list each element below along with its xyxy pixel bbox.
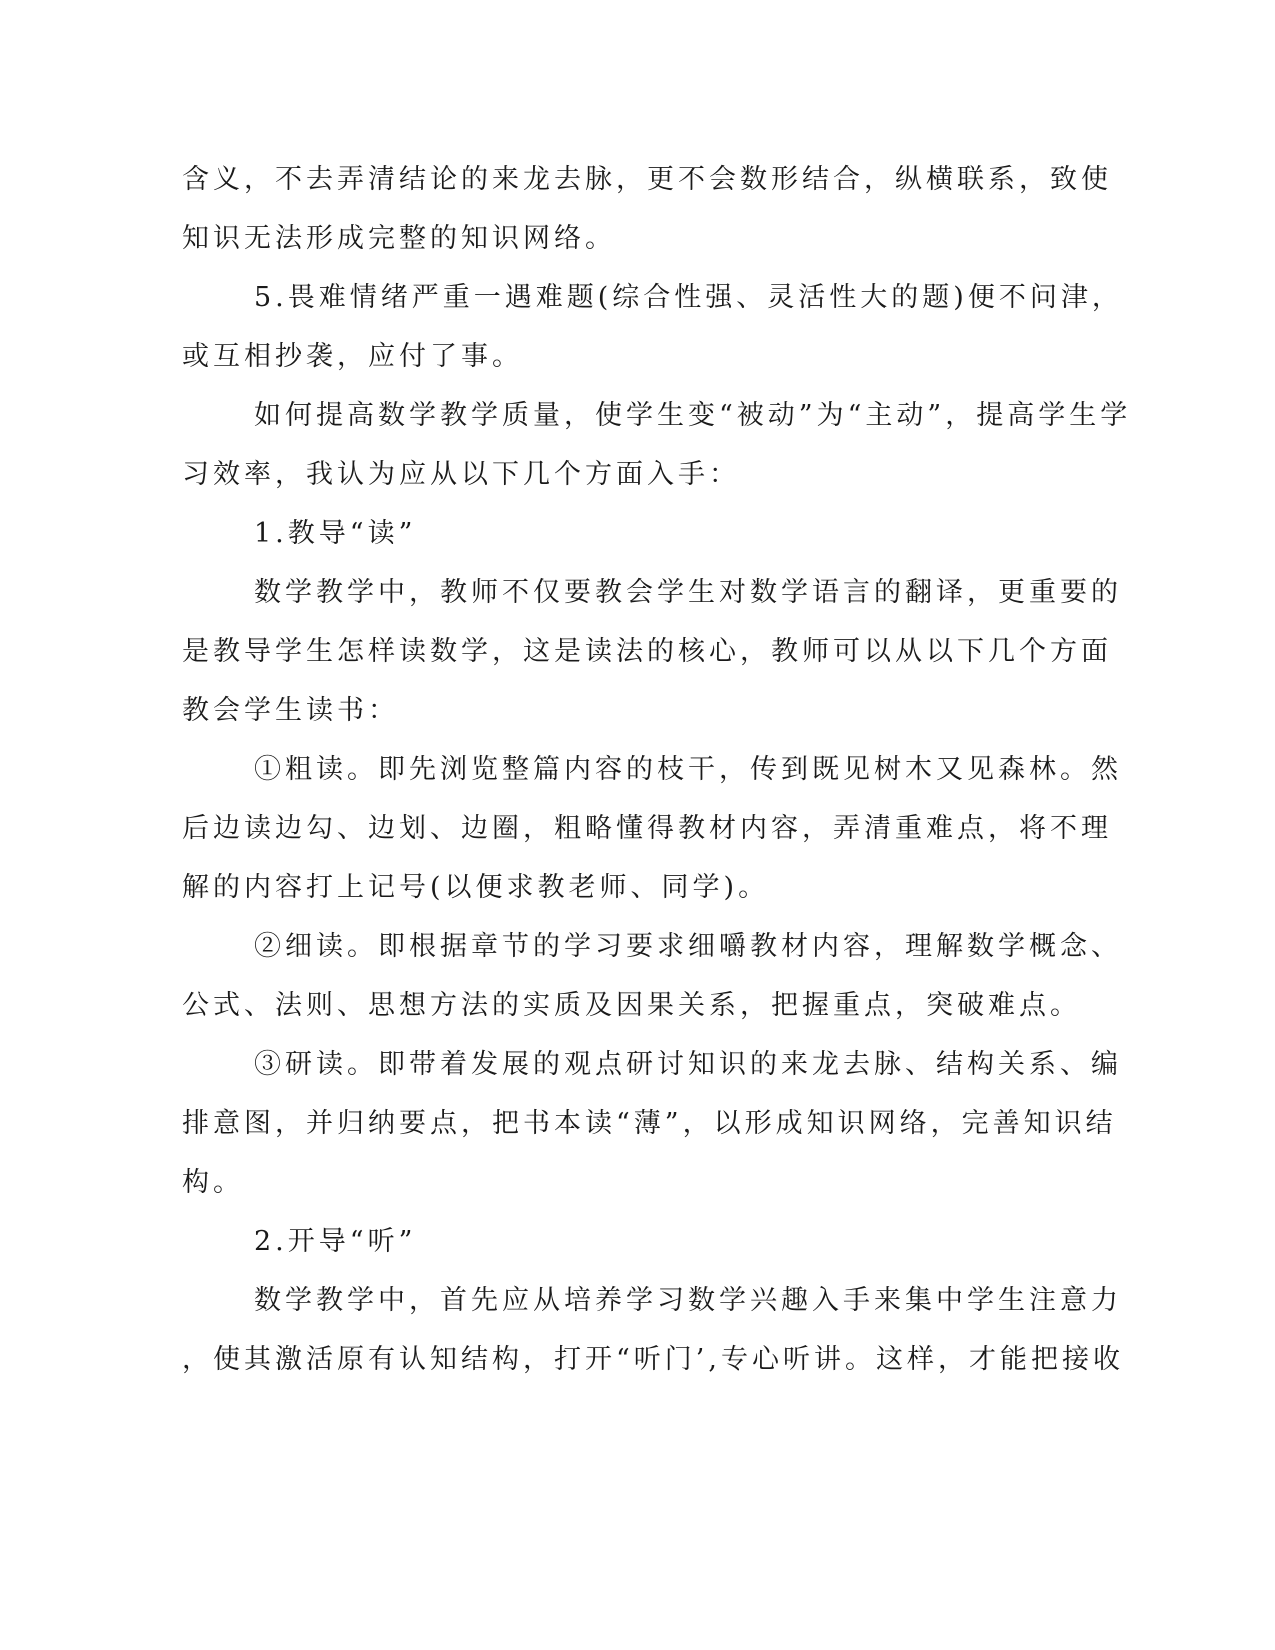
list-item: ②细读。即根据章节的学习要求细嚼教材内容，理解数学概念、 <box>254 931 1122 962</box>
section-heading: 2.开导“听” <box>254 1226 417 1257</box>
text-line: 习效率，我认为应从以下几个方面入手： <box>182 459 740 490</box>
text-line: 排意图，并归纳要点，把书本读“薄”，以形成知识网络，完善知识结 <box>182 1108 1117 1139</box>
text-line: 知识无法形成完整的知识网络。 <box>182 223 616 254</box>
list-item: ①粗读。即先浏览整篇内容的枝干，传到既见树木又见森林。然 <box>254 754 1122 785</box>
text-line: 解的内容打上记号(以便求教老师、同学)。 <box>182 872 770 903</box>
text-line: 数学教学中，教师不仅要教会学生对数学语言的翻译，更重要的 <box>254 577 1122 608</box>
text-line: 5.畏难情绪严重一遇难题(综合性强、灵活性大的题)便不问津， <box>254 282 1123 313</box>
list-item: ③研读。即带着发展的观点研讨知识的来龙去脉、结构关系、编 <box>254 1049 1122 1080</box>
text-line: 教会学生读书： <box>182 695 399 726</box>
text-line: 后边读边勾、边划、边圈，粗略懂得教材内容，弄清重难点，将不理 <box>182 813 1112 844</box>
text-line: 含义，不去弄清结论的来龙去脉，更不会数形结合，纵横联系，致使 <box>182 164 1112 195</box>
text-line: 数学教学中，首先应从培养学习数学兴趣入手来集中学生注意力 <box>254 1285 1122 1316</box>
text-line: 如何提高数学教学质量，使学生变“被动”为“主动”，提高学生学 <box>254 400 1132 431</box>
text-line: ，使其激活原有认知结构，打开“听门’,专心听讲。这样，才能把接收 <box>182 1344 1124 1375</box>
text-line: 是教导学生怎样读数学，这是读法的核心，教师可以从以下几个方面 <box>182 636 1112 667</box>
text-line: 或互相抄袭，应付了事。 <box>182 341 523 372</box>
text-line: 构。 <box>182 1167 244 1198</box>
document-page <box>182 150 1132 1389</box>
section-heading: 1.教导“读” <box>254 518 417 549</box>
text-line: 公式、法则、思想方法的实质及因果关系，把握重点，突破难点。 <box>182 990 1081 1021</box>
